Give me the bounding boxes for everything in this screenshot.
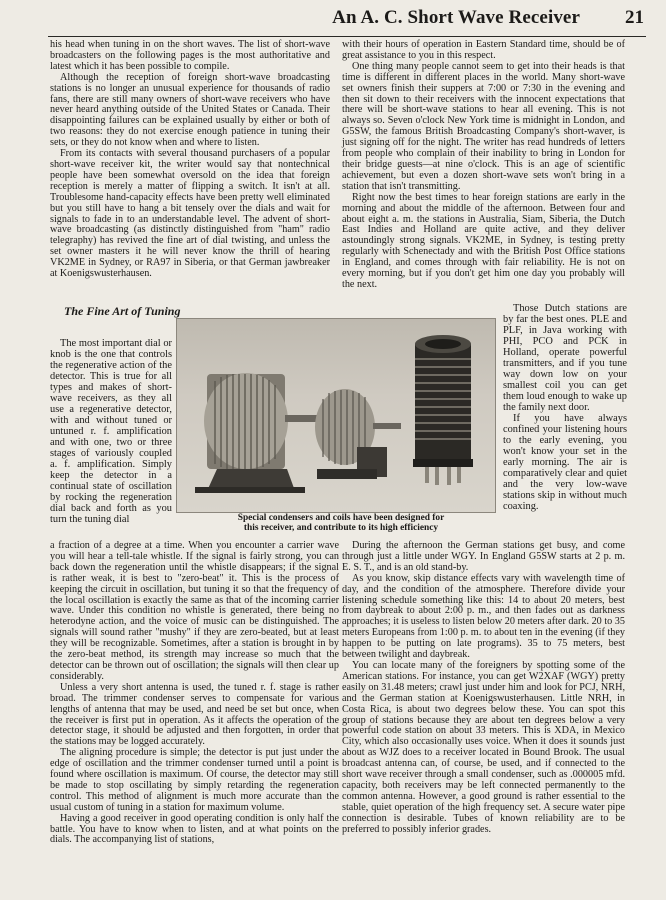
- photo-caption: Special condensers and coils have been designed for this receiver, and contribute to its high efficiency: [237, 513, 445, 534]
- paragraph: The aligning procedure is simple; the detector is put just under the edge of oscillation and the trimmer condenser turned until a point is found where oscillation is maximum. Of course, the detector may still be made to stop oscillating by simply retarding the regeneration control. This method of alignment is much more accurate than the usual custom of tuning in a station for maximum volume.: [50, 747, 339, 813]
- page-header: [48, 6, 646, 37]
- variable-condenser-middle: [315, 389, 401, 479]
- left-column-bottom: [50, 541, 339, 846]
- paragraph: From its contacts with several thousand purchasers of a popular short-wave receiver kit, the writer would say that nontechnical people have been somewhat oversold on the idea that foreign reception is merely a matter of flipping a switch. It isn't at all. Troublesome hand-capacity effects have been pretty well eliminated but you still have to hang a bit tensely over the dials and wait for signals to fade in to an understandable level. The advent of short-wave broadcasting (as distinctly distinguished from "ham" radio telegraphy) has revived the fine art of dial twisting, and unless the set owner masters it he will never know the thrill of hearing VK2ME in Sydney, or RA97 in Siberia, or that German jawbreaker at Koenigswusterhausen.: [50, 148, 330, 280]
- paragraph: As you know, skip distance effects vary with wavelength time of day, and the condition of the atmosphere. Therefore divide your listening schedule something like this: 14 to about 20 meters, best from daybreak to about 2:00 p. m., and then fades out as darkness approaches; it is useless to listen below 20 meters after dark. 20 to 35 meters Europeans from 1:00 p. m. to about ten in the evening (if they happen to be putting on late programs). 35 to 75 meters, best between twilight and daybreak.: [342, 572, 625, 661]
- running-title: An A. C. Short Wave Receiver: [332, 7, 580, 28]
- left-column-top: [50, 40, 330, 280]
- plug-in-coil: [413, 335, 473, 485]
- paragraph: Although the reception of foreign short-wave broadcasting stations is no longer an unusual experience for thousands of radio fans, there are still many owners of short-wave receivers who have never heard anything outside of the United States or Canada. Their disappointing failures can be explained usually by either or both of two reasons: they do not exercise enough patience in tuning their sets, or they do not know when and where to listen.: [50, 71, 330, 149]
- right-column-top: [342, 40, 625, 291]
- paragraph: The most important dial or knob is the one that controls the regenerative action of the detector. This is true for all types and makes of short-wave receivers, as they all use a regenerative detector, with and without tuned or untuned r. f. amplification and with one, two or three stages of variously coupled a. f. amplification. Simply keep the detector in a continual state of oscillation by rocking the regeneration dial back and forth as you turn the tuning dial: [50, 338, 172, 525]
- paragraph: Having a good receiver in good operating condition is only half the battle. You have to know when to listen, and at what points on the dials. The accompanying list of stations,: [50, 812, 339, 846]
- paragraph: During the afternoon the German stations get busy, and come through just a little under WGY. In England G5SW starts at 2 p. m. E. S. T., and is an old stand-by.: [342, 540, 625, 573]
- variable-condenser-left: [195, 373, 321, 493]
- page-number: 21: [625, 7, 644, 28]
- paragraph: One thing many people cannot seem to get into their heads is that time is different in different places in the world. Many short-wave set owners finish their suppers at 7:00 or 7:30 in the evening and then sit down to their receivers with the innocent expectations that there will be short-wave stations to hear all evening. This is not always so. Seven o'clock New York time is midnight in London, and G5SW, the famous British Broadcasting Company's short-waver, is just signing off for the night. The writer has read hundreds of letters from people who complain of their inability to bring in London for their bridge guests—at nine o'clock. This is an age of scientific achievement, but even a dozen short-wave sets won't bring in a station that isn't transmitting.: [342, 60, 625, 192]
- paragraph: with their hours of operation in Eastern Standard time, should be of great assistance to you in this respect.: [342, 39, 625, 61]
- right-column-bottom: [342, 541, 625, 835]
- paragraph: Right now the best times to hear foreign stations are early in the morning and about the middle of the afternoon. Between four and about eight a. m. the stations in Australia, Siam, Siberia, the Dutch East Indies and Holland are quite active, and they deliver astoundingly strong signals. VK2ME, in Sydney, is testing pretty regularly with Schenectady and with the British Post Office stations in England, and comes through with fair reliability. He is not on every morning, but if you don't get him one day you probably will the next.: [342, 191, 625, 290]
- paragraph: If you have always confined your listening hours to the early evening, you won't know your set in the early morning. The air is comparatively clear and quiet and the very low-wave stations skip in without much coaxing.: [503, 413, 627, 512]
- paragraph: Unless a very short antenna is used, the tuned r. f. stage is rather broad. The trimmer condenser serves to compensate for various lengths of antenna that may be used, and need be set but once, when the receiver is first put in operation. As it affects the operation of the detector stage, it should be adjusted and then forgotten, in order that the stations may be logged accurately.: [50, 681, 339, 748]
- right-narrow-column: [503, 303, 627, 512]
- paragraph: Those Dutch stations are by far the best ones. PLE and PLF, in Java working with PHI, PCO and PCK in Holland, operate powerful transmitters, and if you tune way down low on your smallest coil you can get them loud enough to wake up the family next door.: [503, 303, 627, 413]
- left-narrow-column: [50, 338, 172, 525]
- paragraph: a fraction of a degree at a time. When you encounter a carrier wave you will hear a tell-tale whistle. If the signal is fairly strong, you can back down the regeneration until the whistle disappears; if the signal is rather weak, it is best to "zero-beat" it. This is the process of keeping the circuit in oscillation, but tuning it so that the frequency of the local oscillation is exactly the same as that of the incoming carrier wave. Under this condition no whistle is generated, there being no heterodyne action, and the voice of music can be distinguished. The signals will sound rather "mushy" if they are zero-beated, but at least they will be recognizable. Sometimes, after a station is brought in by the zero-beat method, its strength may increase so much that the detector can be thrown out of oscillation; the signals will then clear up considerably.: [50, 540, 339, 682]
- section-subheading: The Fine Art of Tuning: [64, 304, 181, 318]
- photo-illustration: [177, 319, 495, 512]
- condensers-and-coils-photo: [176, 318, 496, 513]
- paragraph: his head when tuning in on the short waves. The list of short-wave broadcasters on the following pages is the most authoritative and latest which it has been possible to compile.: [50, 39, 330, 72]
- paragraph: You can locate many of the foreigners by spotting some of the American stations. For instance, you can get W2XAF (WGY) pretty easily on 31.48 meters; crawl just under him and look for PCJ, NRH, and the German station at Koenigswusterhausen. Little NRH, in Costa Rica, is about two degrees below these. You can spot this group of stations because they are about ten degrees below a very powerful code station on about 33 meters. This is XDA, in Mexico City, which also occasionally uses voice. When it does it sounds just about as WJZ does to a receiver located in Bound Brook. The usual broadcast antenna can, of course, be used, and if connected to the short wave receiver through a small condenser, such as .000005 mfd. capacity, both receivers may be left connected permanently to the common antenna. However, a good ground is rather essential to the stable, quiet operation of the high frequency set. A secure water pipe connection is desirable. Tubes of known reliability are to be preferred to possibly inferior grades.: [342, 659, 625, 835]
